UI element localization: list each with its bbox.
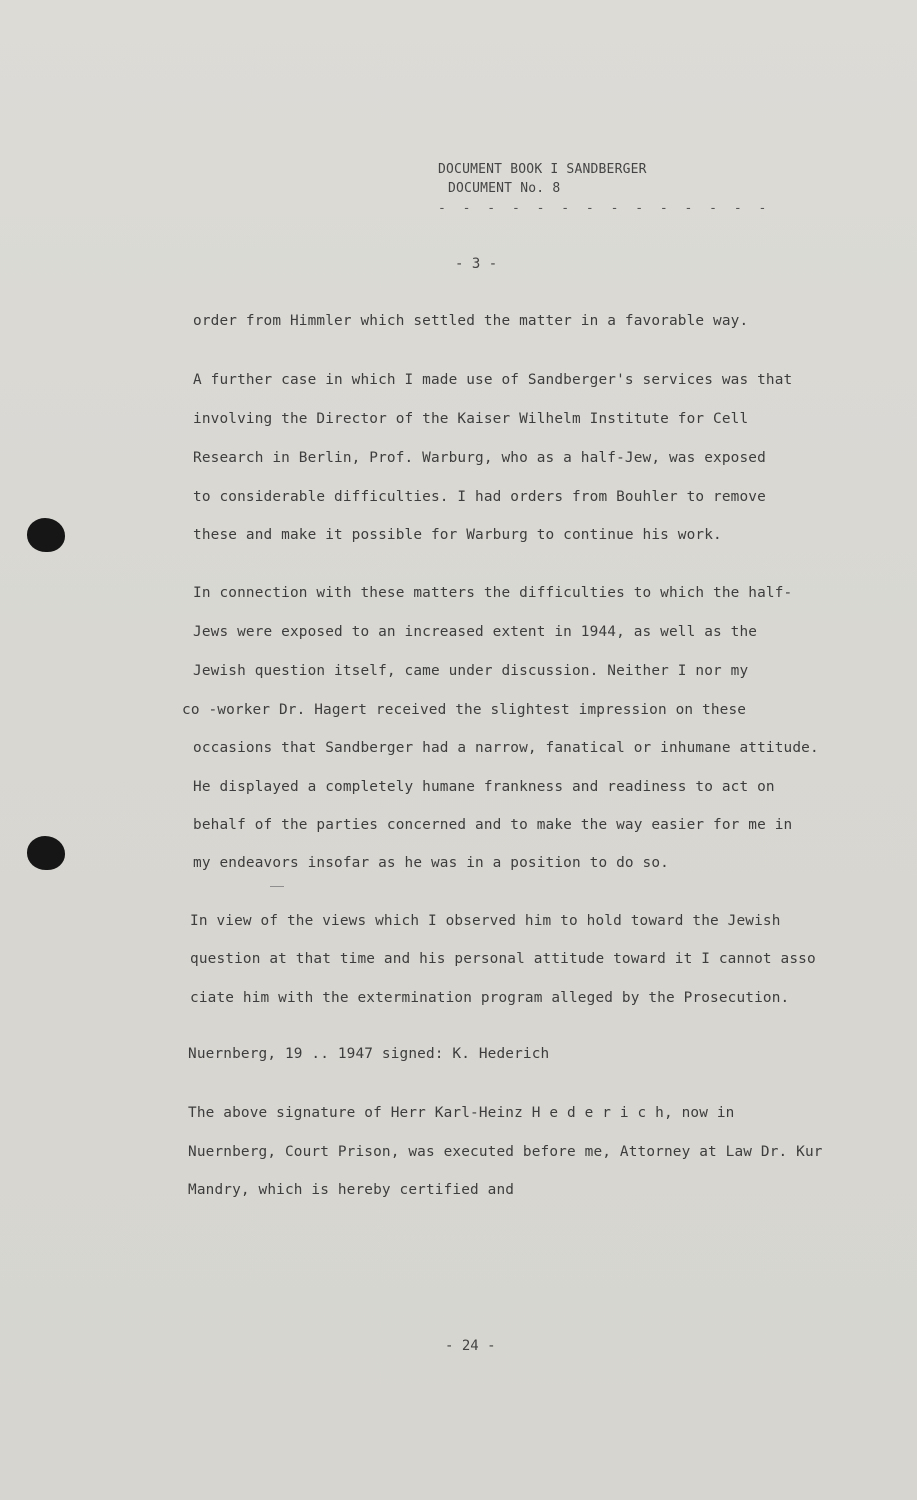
text-line: Mandry, which is hereby certified and — [188, 1182, 515, 1198]
paper-mark — [270, 886, 284, 887]
document-book-title: DOCUMENT BOOK I SANDBERGER — [438, 162, 647, 177]
page-number-top: - 3 - — [455, 256, 498, 272]
page-number-bottom: - 24 - — [445, 1338, 496, 1354]
text-line: ciate him with the extermination program alleged by the Prosecution. — [190, 990, 790, 1006]
text-line: Research in Berlin, Prof. Warburg, who as a half-Jew, was exposed — [193, 450, 766, 466]
text-line: Jews were exposed to an increased extent in 1944, as well as the — [193, 624, 758, 640]
text-line: In connection with these matters the difficulties to which the half- — [193, 585, 793, 601]
text-line: to considerable difficulties. I had orders from Bouhler to remove — [193, 489, 766, 505]
text-line: A further case in which I made use of Sandberger's services was that — [193, 372, 793, 388]
text-line: He displayed a completely humane frankness and readiness to act on — [193, 779, 775, 795]
document-header — [438, 160, 771, 218]
text-line: order from Himmler which settled the matter in a favorable way. — [193, 313, 749, 329]
document-number: DOCUMENT No. 8 — [448, 181, 561, 196]
text-line: Nuernberg, Court Prison, was executed before me, Attorney at Law Dr. Kur — [188, 1144, 823, 1160]
punch-hole — [27, 836, 65, 870]
text-line: co -worker Dr. Hagert received the slightest impression on these — [182, 702, 747, 718]
text-line: involving the Director of the Kaiser Wilhelm Institute for Cell — [193, 411, 749, 427]
text-line: The above signature of Herr Karl-Heinz H e d e r i c h, now in — [188, 1105, 735, 1121]
punch-hole — [27, 518, 65, 552]
text-line: question at that time and his personal attitude toward it I cannot asso — [190, 951, 816, 967]
text-line: my endeavors insofar as he was in a position to do so. — [193, 855, 669, 871]
text-line: occasions that Sandberger had a narrow, fanatical or inhumane attitude. — [193, 740, 819, 756]
signature-line: Nuernberg, 19 .. 1947 signed: K. Hederich — [188, 1046, 550, 1062]
text-line: behalf of the parties concerned and to make the way easier for me in — [193, 817, 793, 833]
header-dashed-rule: - - - - - - - - - - - - - - — [438, 201, 771, 216]
text-line: Jewish question itself, came under discussion. Neither I nor my — [193, 663, 749, 679]
text-line: these and make it possible for Warburg to continue his work. — [193, 527, 722, 543]
text-line: In view of the views which I observed him to hold toward the Jewish — [190, 913, 781, 929]
